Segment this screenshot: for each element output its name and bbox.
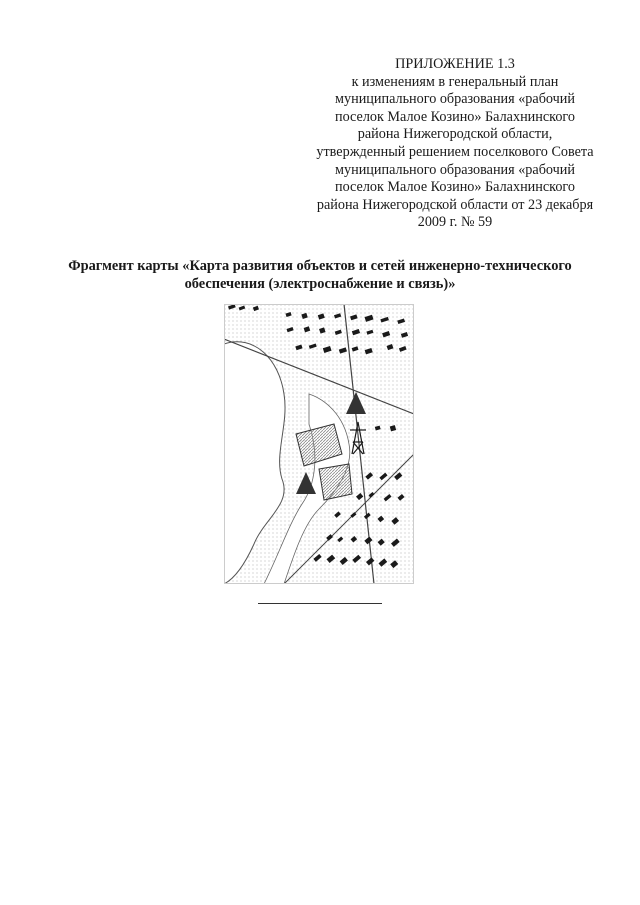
annex-line: муниципального образования «рабочий — [335, 91, 575, 108]
map-fragment — [224, 304, 414, 584]
annex-line: поселок Малое Козино» Балахнинского — [335, 179, 575, 196]
annex-line: района Нижегородской области от 23 декабря — [316, 196, 594, 213]
document-title — [30, 258, 610, 293]
title-line: обеспечения (электроснабжение и связь)» — [184, 275, 456, 292]
annex-line: утвержденный решением поселкового Совета — [316, 143, 594, 160]
annex-line: поселок Малое Козино» Балахнинского — [335, 108, 575, 125]
annex-header — [300, 56, 610, 232]
annex-line: района Нижегородской области, — [357, 126, 553, 143]
title-line: Фрагмент карты «Карта развития объектов и сетей инженерно-технического — [68, 258, 572, 274]
separator-line — [258, 603, 382, 604]
map-image — [224, 304, 414, 584]
annex-line: муниципального образования «рабочий — [335, 161, 575, 178]
annex-line: 2009 г. № 59 — [417, 214, 493, 231]
annex-line: к изменениям в генеральный план — [351, 73, 559, 90]
annex-line: ПРИЛОЖЕНИЕ 1.3 — [395, 56, 515, 72]
plot — [319, 464, 352, 500]
